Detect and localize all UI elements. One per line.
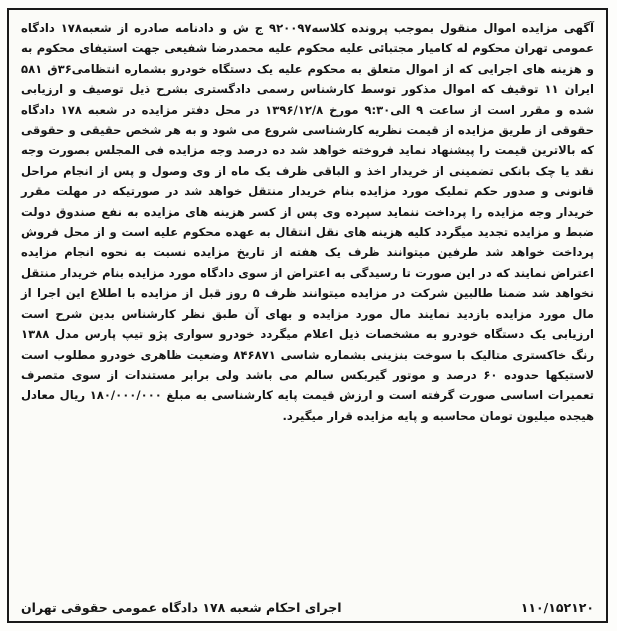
notice-footer — [21, 600, 594, 615]
auction-notice — [7, 8, 608, 623]
issuer-signature: اجرای احکام شعبه ۱۷۸ دادگاه عمومی حقوقی تهران — [21, 600, 342, 615]
notice-body: آگهی مزایده اموال منقول بموجب پرونده کلاسه۹۲۰۰۹۷ ج ش و دادنامه صادره از شعبه۱۷۸ دادگاه عمومی تهران محکوم له کامیار مجتبائی علیه محکوم علیه محمدرضا شفیعی جهت استیفای محکوم به و هزینه های اجرایی که از اموال متعلق به محکوم علیه یک دستگاه خودرو بشماره انتظامی۳۶ق ۵۸۱ ایران ۱۱ توقیف که اموال مذکور توسط کارشناس رسمی دادگستری بشرح ذیل توصیف و ارزیابی شده و مقرر است از ساعت ۹ الی۹:۳۰ مورخ ۱۳۹۶/۱۲/۸ در محل دفتر مزایده در شعبه ۱۷۸ دادگاه حقوقی از طریق مزایده از قیمت نظریه کارشناسی شروع می شود و به هر شخص حقیقی و حقوقی که بالاترین قیمت را پیشنهاد نماید فروخته خواهد شد ده درصد وجه مزایده فی المجلس بصورت وجه نقد یا چک بانکی تضمینی از خریدار اخذ و الباقی ظرف یک ماه از وی وصول و پس از انجام مراحل قانونی و صدور حکم تملیک مورد مزایده بنام خریدار منتقل خواهد شد در صورتیکه در مهلت مقرر خریدار وجه مزایده را پرداخت ننماید سپرده وی پس از کسر هزینه های مزایده به نفع صندوق دولت ضبط و مزایده تجدید میگردد کلیه هزینه های نقل انتقال به عهده محکوم علیه است و از محل فروش پرداخت خواهد شد طرفین میتوانند ظرف یک هفته از تاریخ مزایده نسبت به نحوه انجام مزایده اعتراض نمایند که در این صورت تا رسیدگی به اعتراض از سوی دادگاه مورد مزایده بنام خریدار منتقل نخواهد شد ضمنا طالبین شرکت در مزایده میتوانند ظرف ۵ روز قبل از مزایده با اطلاع این اجرا از مال مورد مزایده بازدید نمایند مال مورد مزایده و بهای آن طبق نظر کارشناس بدین شرح است ارزیابی یک دستگاه خودرو به مشخصات ذیل اعلام میگردد خودرو سواری پژو تیپ پارس مدل ۱۳۸۸ رنگ خاکستری متالیک با سوخت بنزینی بشماره شاسی ۸۴۶۸۷۱ وضعیت ظاهری خودرو مطلوب است لاستیکها حدوده ۶۰ درصد و موتور گیربکس سالم می باشد ولی برابر مستندات از سوی متصرف تعمیرات اساسی صورت گرفته است و ارزش قیمت پایه کارشناسی به مبلغ ۱۸۰/۰۰۰/۰۰۰ ریال معادل هیجده میلیون تومان محاسبه و پایه مزایده قرار میگیرد. — [21, 21, 594, 423]
notice-code: ۱۱۰/۱۵۲۱۲۰ — [520, 600, 594, 615]
